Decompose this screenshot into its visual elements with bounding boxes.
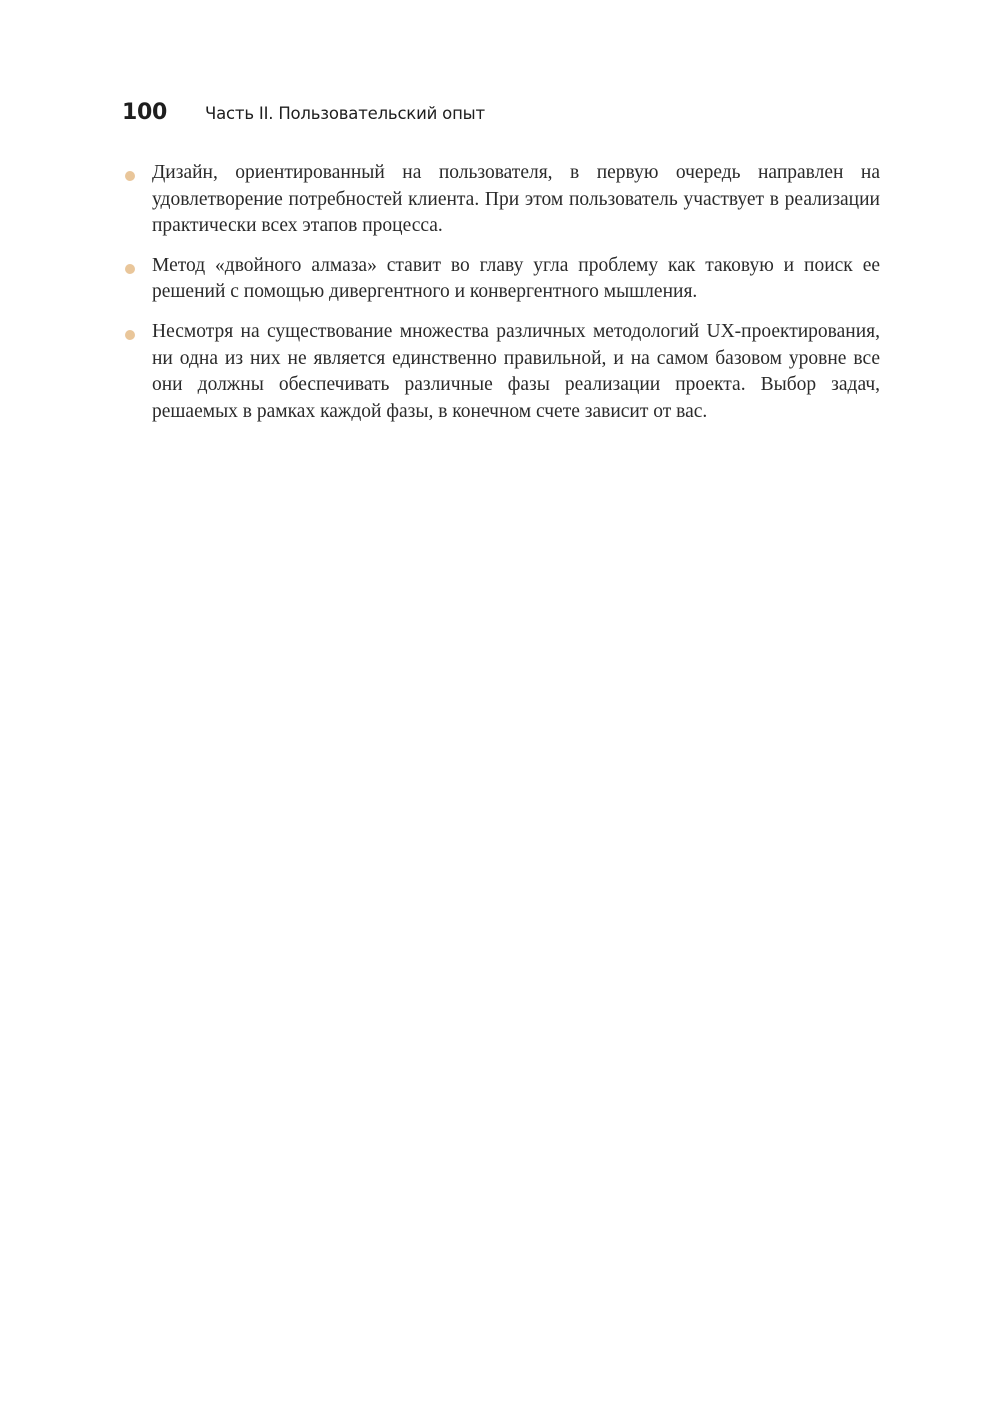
list-item [122,319,880,425]
page-number: 100 [122,100,168,125]
bullet-text: Дизайн, ориентированный на пользователя, в первую очередь направлен на удовлетворение потребностей клиента. При этом пользователь участвует в реализации практически всех этапов процесса. [152,162,880,237]
list-item [122,253,880,306]
summary-bullet-list [122,160,880,438]
bullet-dot-icon [125,330,135,340]
bullet-dot-icon [125,171,135,181]
bullet-text: Несмотря на существование множества различных методологий UX-проектирования, ни одна из них не является единственно правильной, и на самом базовом уровне все они должны обеспечивать различные фазы реализации проекта. Выбор задач, решаемых в рамках каждой фазы, в конечном счете зависит от вас. [152,320,880,422]
running-head: Часть II. Пользовательский опыт [205,104,485,123]
page-header [122,100,485,132]
list-item [122,160,880,240]
bullet-text: Метод «двойного алмаза» ставит во главу угла проблему как таковую и поиск ее решений с помощью дивергентного и конвергентного мышления. [152,254,880,303]
bullet-dot-icon [125,264,135,274]
